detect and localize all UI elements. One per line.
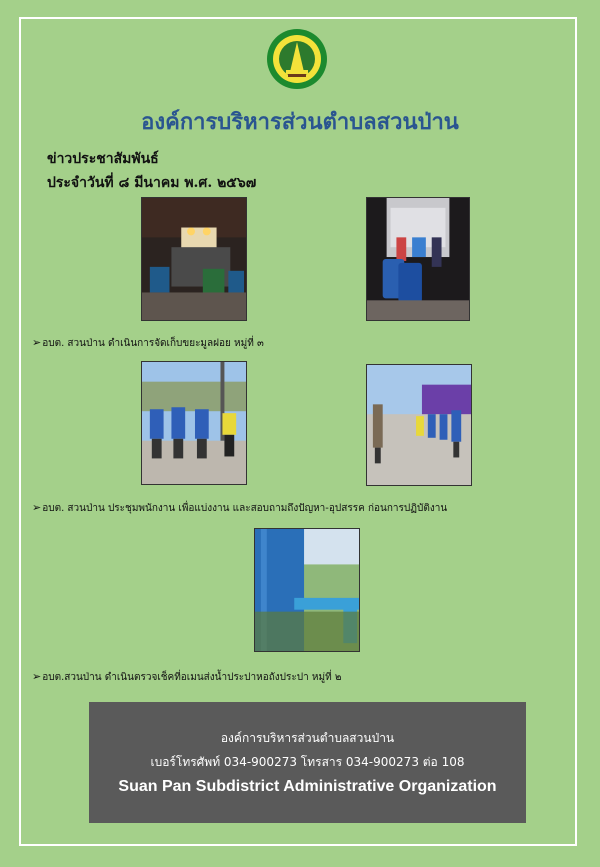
arrow-bullet-icon: ➢	[32, 336, 42, 349]
photo-staff-meeting-1	[141, 361, 247, 485]
arrow-bullet-icon: ➢	[32, 501, 42, 514]
footer-phone: เบอร์โทรศัพท์ 034-900273 โทรสาร 034-900273 ต่อ 108	[150, 755, 465, 769]
photo-water-pipe-check	[254, 528, 360, 652]
photo-bins-truck	[366, 197, 470, 321]
caption-garbage-collection: ➢อบต. สวนป่าน ดำเนินการจัดเก็บขยะมูลฝอย หมู่ที่ ๓	[32, 336, 264, 349]
arrow-bullet-icon: ➢	[32, 670, 42, 683]
news-date: ประจำวันที่ ๘ มีนาคม พ.ศ. ๒๕๖๗	[47, 175, 257, 191]
organization-logo	[266, 28, 328, 90]
footer-english-name: Suan Pan Subdistrict Administrative Organization	[118, 778, 497, 795]
photo-staff-meeting-2	[366, 364, 472, 486]
photo-garbage-truck-night	[141, 197, 247, 321]
caption-water-pipe: ➢อบต.สวนป่าน ดำเนินตรวจเช็คที่อเมนส่งน้ำประปาหอถังประปา หมู่ที่ ๒	[32, 670, 342, 683]
caption-staff-meeting: ➢อบต. สวนป่าน ประชุมพนักงาน เพื่อแบ่งงาน และสอบถามถึงปัญหา-อุปสรรค ก่อนการปฏิบัติงาน	[32, 501, 448, 514]
news-heading: ข่าวประชาสัมพันธ์	[47, 151, 159, 167]
contact-footer	[89, 702, 526, 823]
page-title: องค์การบริหารส่วนตำบลสวนป่าน	[141, 109, 459, 135]
footer-org-name: องค์การบริหารส่วนตำบลสวนป่าน	[220, 731, 395, 745]
